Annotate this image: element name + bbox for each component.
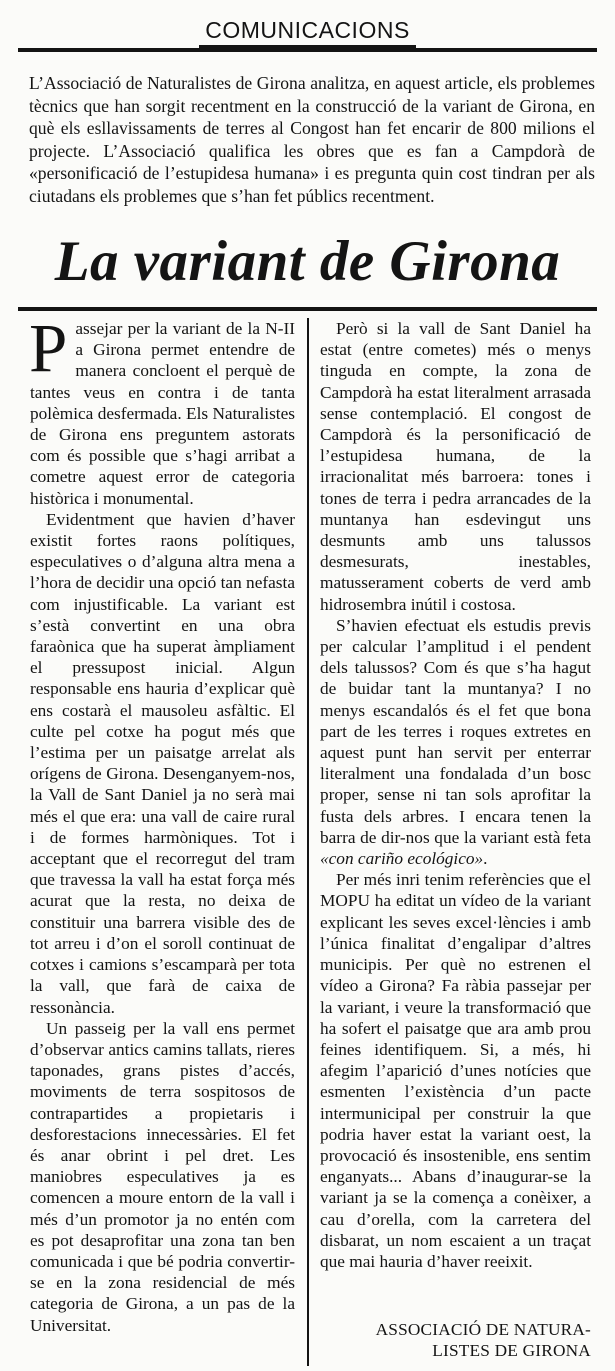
paragraph-5-quote: «con cariño ecológico» [320, 849, 484, 869]
paragraph-3: Un passeig per la vall ens permet d’observar antics camins tallats, rieres taponades, grans pistes d’accés, moviments de terra sospitosos de contrapartides a propietaris i desforestacions innecessàries. El fet és anar obrint i pel dret. Les maniobres especulatives ja es comencen a moure entorn de la vall i més d’un promotor ja no entén com es pot desaprofitar una zona tan ben comunicada i que bé podria convertir-se en la zona residencial de més categoria de Girona, a un pas de la Universitat. [30, 1018, 295, 1335]
intro-paragraph: L’Associació de Naturalistes de Girona analitza, en aquest article, els problemes tècnics que han sorgit recentment en la construcció de la variant de Girona, en què els esllavissaments de terres al Congost han fet encarir de 800 milions el projecte. L’Associació qualifica les obres que es fan a Campdorà de «personificació de l’estupidesa humana» i es pregunta quin cost tindran per als ciutadans els problemes que s’han fet públics recentment. [29, 73, 595, 206]
headline: La variant de Girona [54, 230, 561, 293]
paragraph-5-text: S’havien efectuat els estudis previs per calcular l’amplitud i el pendent dels talussos? Com és que s’ha hagut de buidar tant la muntanya? I no menys escandalós és el fet que bona part de les terres i roques extretes en aquest punt han servit per enterrar literalment una fondalada d’un bosc proper, sense ni tan sols aprofitar la fusta dels arbres. I encara tenen la barra de dir-nos que la variant està feta [320, 615, 591, 847]
paragraph-1-text: assejar per la variant de la N-II a Girona permet entendre de manera concloent el perquè de tantes veus en contra i de tanta polèmica desfermada. Els Naturalistes de Girona ens preguntem astorats com és possible que s’hagi arribat a cometre aquest error de categoria històrica i monumental. [30, 319, 295, 508]
paragraph-6: Per més inri tenim referències que el MOPU ha editat un vídeo de la variant explicant les seves excel·lències i amb l’única finalitat d’engalipar d’altres municipis. Per què no estrenen el vídeo a Girona? Fa ràbia passejar per la variant, i veure la transformació que ha sofert el paisatge que ara amb prou feines identifiquem. Si, a més, hi afegim l’aparició d’unes notícies que esmenten l’existència d’un pacte intermunicipal per construir la que podria haver estat la variant oest, la provocació és insostenible, ens sentim enganyats... Abans d’inaugurar-se la variant ja se la comença a conèixer, a cau d’orella, com la carretera del disbarat, un nom escaient a un traçat que mai hauria d’haver reeixit. [320, 870, 591, 1271]
drop-cap: P [29, 310, 68, 386]
headline-rule [18, 307, 597, 311]
top-rule [18, 48, 597, 52]
paragraph-5-end: . [483, 849, 488, 869]
signature [320, 1319, 591, 1361]
article-column-right [320, 318, 591, 1272]
paragraph-1 [29, 310, 295, 509]
section-label: COMUNICACIONS [199, 17, 416, 48]
section-header [0, 17, 615, 48]
signature-line-1: ASSOCIACIÓ DE NATURA- [375, 1320, 591, 1339]
column-rule [307, 318, 309, 1366]
paragraph-2: Evidentment que havien d’haver existit fortes raons polítiques, especulatives o d’alguna altra mena a l’hora de decidir una opció tan nefasta com injustificable. La variant est s’està convertint en una obra faraònica que ha superat àmpliament el pressupost inicial. Algun responsable ens hauria d’explicar què ens costarà el mausoleu asfàltic. El culte pel cotxe ha pogut més que l’estima per un paisatge arrelat als orígens de Girona. Desenganyem-nos, la Vall de Sant Daniel ja no serà mai més el que era: una vall de caire rural i de formes harmòniques. Tot i acceptant que el recorregut del tram que travessa la vall ha estat força més acurat que la resta, no deixa de constituir una barrera visible des de tot arreu i d’on el soroll continuat de cotxes i camions s’escamparà per tota la vall, que farà de caixa de ressonància. [30, 509, 295, 1017]
signature-line-2: LISTES DE GIRONA [432, 1341, 591, 1360]
paragraph-5 [320, 615, 591, 869]
article-column-left [29, 310, 295, 1336]
paragraph-4: Però si la vall de Sant Daniel ha estat (entre cometes) més o menys tinguda en compte, la zona de Campdorà ha estat literalment arrasada sense contemplació. El congost de Campdorà és la personificació de l’estupidesa humana, de la irracionalitat més barroera: tones i tones de terra i pedra arrancades de la muntanya han esdevingut uns desmunts amb uns talussos desmesurats, inestables, matusserament coberts de verd amb hidrosembra inútil i costosa. [320, 319, 591, 614]
